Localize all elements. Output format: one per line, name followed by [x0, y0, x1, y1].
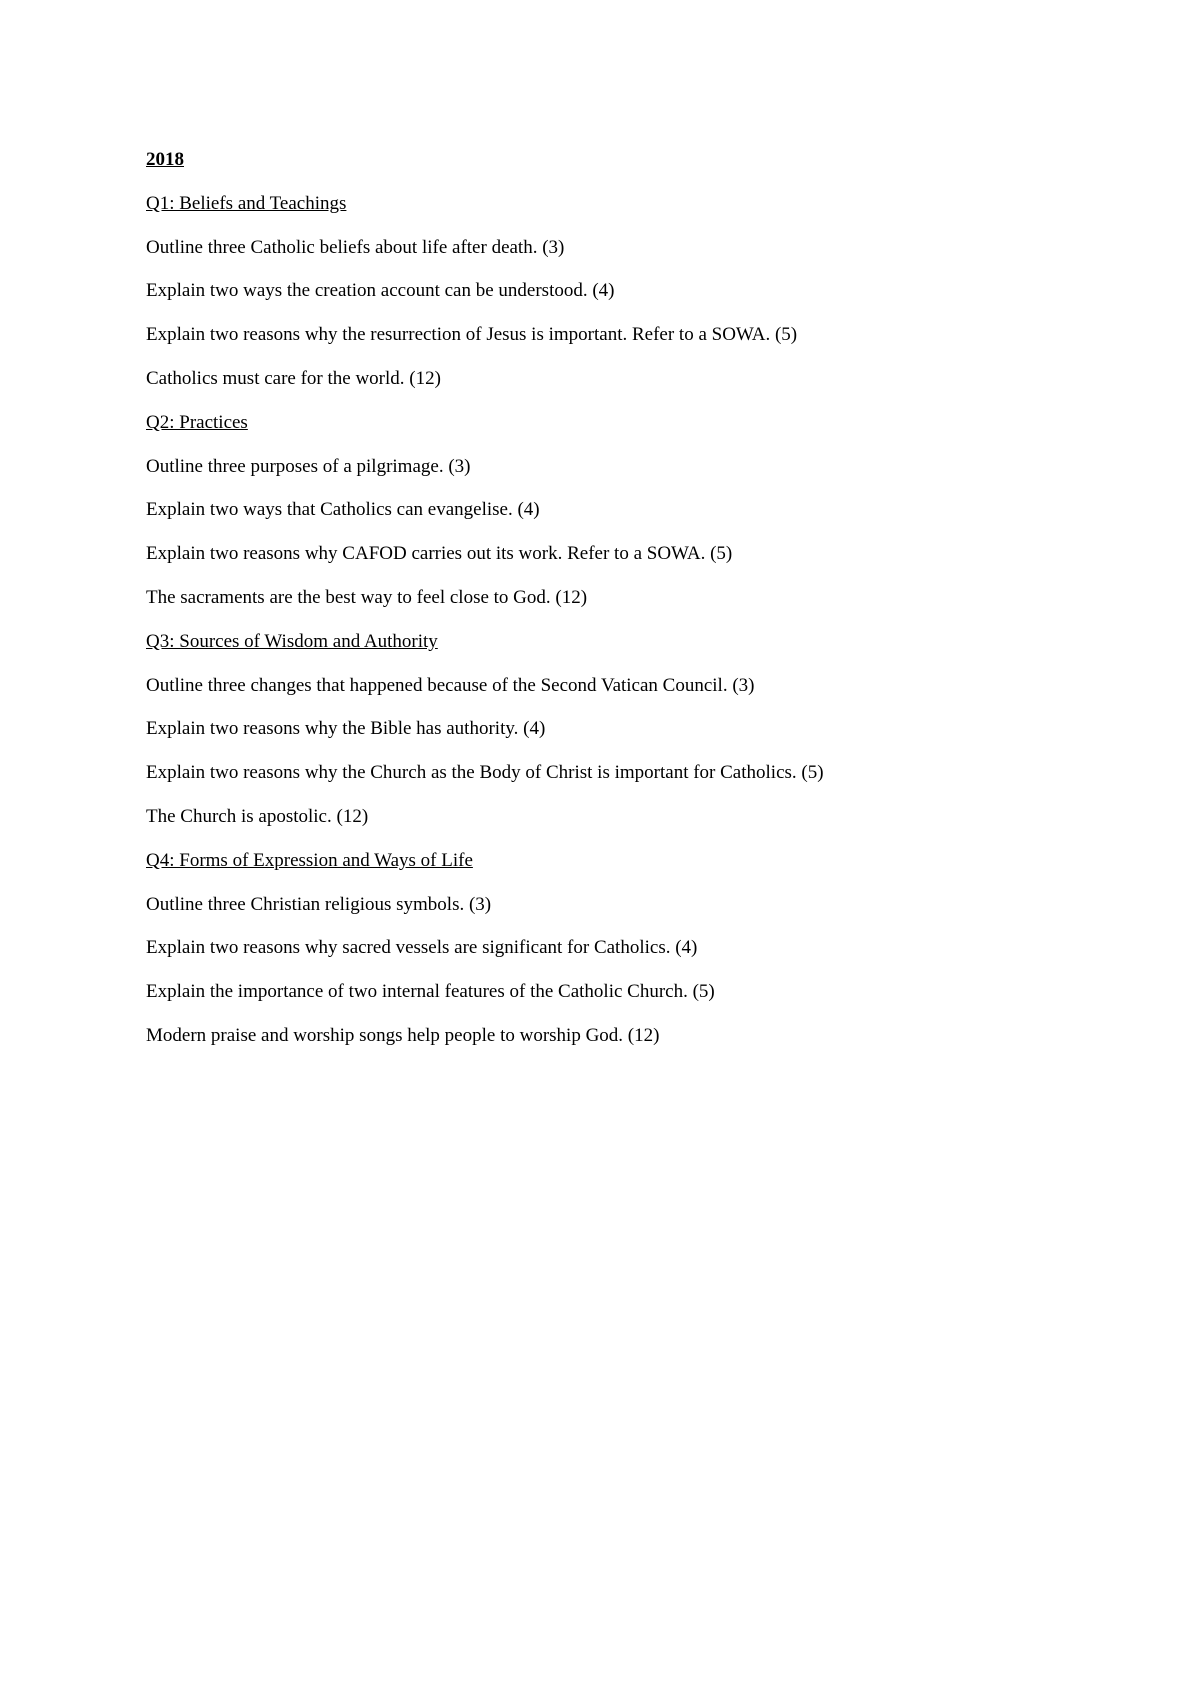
question-q3-3: Explain two reasons why the Church as the Body of Christ is important for Catholics. (5) — [146, 762, 824, 784]
question-q4-2: Explain two reasons why sacred vessels are significant for Catholics. (4) — [146, 937, 698, 959]
section-heading-q1: Q1: Beliefs and Teachings — [146, 192, 347, 214]
year-heading: 2018 — [146, 149, 184, 170]
question-q4-3: Explain the importance of two internal features of the Catholic Church. (5) — [146, 981, 715, 1003]
document-body — [146, 141, 1146, 1061]
section-heading-q2: Q2: Practices — [146, 411, 248, 433]
question-q1-1: Outline three Catholic beliefs about life after death. (3) — [146, 236, 565, 258]
section-heading-q4: Q4: Forms of Expression and Ways of Life — [146, 849, 473, 871]
question-q1-2: Explain two ways the creation account can be understood. (4) — [146, 280, 615, 302]
section-heading-q3: Q3: Sources of Wisdom and Authority — [146, 630, 438, 652]
question-q1-3: Explain two reasons why the resurrection of Jesus is important. Refer to a SOWA. (5) — [146, 324, 798, 346]
question-q2-2: Explain two ways that Catholics can evangelise. (4) — [146, 499, 540, 521]
question-q2-3: Explain two reasons why CAFOD carries out its work. Refer to a SOWA. (5) — [146, 543, 733, 565]
question-q2-1: Outline three purposes of a pilgrimage. (3) — [146, 455, 471, 477]
question-q4-1: Outline three Christian religious symbols. (3) — [146, 893, 492, 915]
question-q3-4: The Church is apostolic. (12) — [146, 805, 369, 827]
question-q1-4: Catholics must care for the world. (12) — [146, 367, 441, 389]
question-q2-4: The sacraments are the best way to feel close to God. (12) — [146, 586, 588, 608]
question-q4-4: Modern praise and worship songs help people to worship God. (12) — [146, 1024, 660, 1046]
question-q3-2: Explain two reasons why the Bible has authority. (4) — [146, 718, 546, 740]
question-q3-1: Outline three changes that happened because of the Second Vatican Council. (3) — [146, 674, 755, 696]
